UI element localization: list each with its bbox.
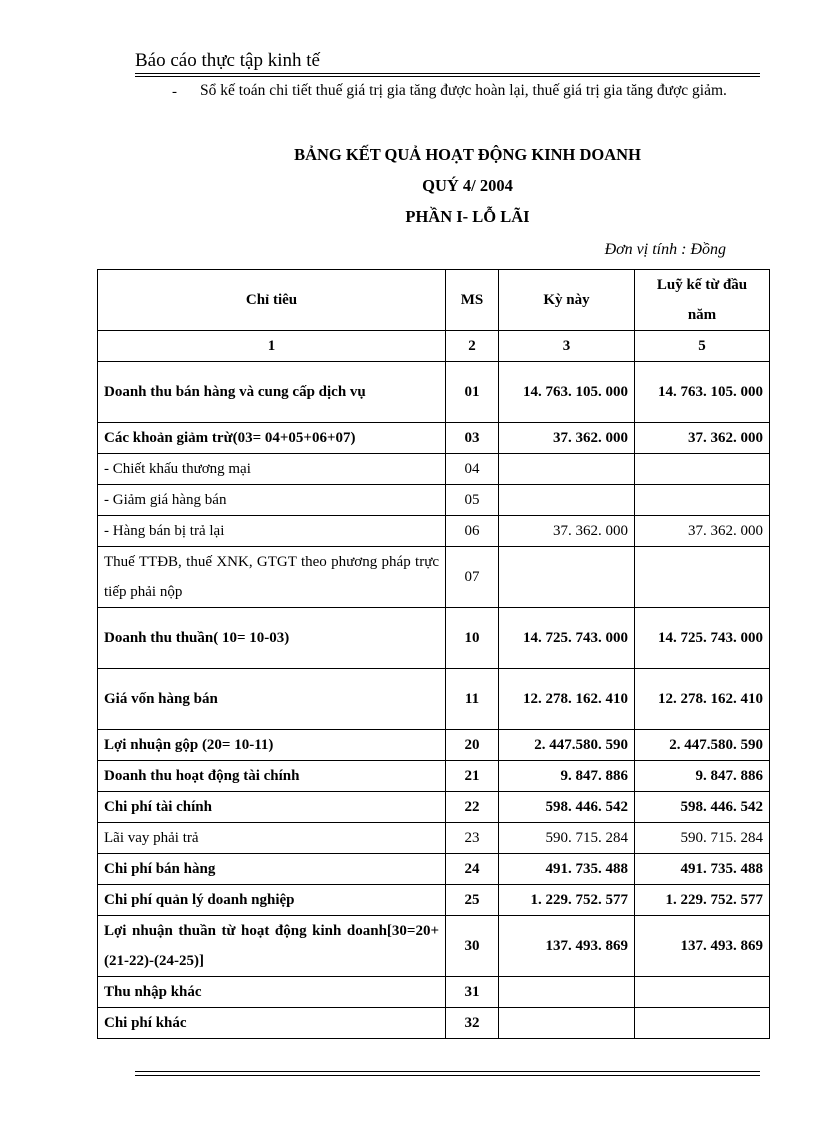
row-code: 11 <box>446 669 499 730</box>
row-current <box>499 977 635 1008</box>
row-cumulative: 12. 278. 162. 410 <box>635 669 770 730</box>
row-code: 32 <box>446 1008 499 1039</box>
row-code: 22 <box>446 792 499 823</box>
row-label: Doanh thu hoạt động tài chính <box>98 761 446 792</box>
row-current <box>499 485 635 516</box>
row-current: 37. 362. 000 <box>499 423 635 454</box>
table-row <box>98 423 770 454</box>
row-label: Thuế TTĐB, thuế XNK, GTGT theo phương pháp trực tiếp phải nộp <box>98 547 446 608</box>
row-current <box>499 547 635 608</box>
row-current: 491. 735. 488 <box>499 854 635 885</box>
report-period: QUÝ 4/ 2004 <box>422 176 513 195</box>
row-cumulative <box>635 1008 770 1039</box>
intro-paragraph: Sổ kế toán chi tiết thuế giá trị gia tăng được hoàn lại, thuế giá trị gia tăng được giảm. <box>200 82 727 99</box>
table-row <box>98 362 770 423</box>
row-label: Lợi nhuận thuần từ hoạt động kinh doanh[30=20+(21-22)-(24-25)] <box>98 916 446 977</box>
row-cumulative <box>635 977 770 1008</box>
row-cumulative: 137. 493. 869 <box>635 916 770 977</box>
header-rule-top <box>135 73 760 74</box>
row-current: 12. 278. 162. 410 <box>499 669 635 730</box>
row-cumulative: 1. 229. 752. 577 <box>635 885 770 916</box>
row-label: Chi phí quản lý doanh nghiệp <box>98 885 446 916</box>
row-label: Thu nhập khác <box>98 977 446 1008</box>
row-label: Chi phí tài chính <box>98 792 446 823</box>
row-label: Chi phí khác <box>98 1008 446 1039</box>
row-code: 07 <box>446 547 499 608</box>
row-cumulative <box>635 547 770 608</box>
table-row <box>98 547 770 608</box>
row-code: 25 <box>446 885 499 916</box>
row-label: - Chiết khấu thương mại <box>98 454 446 485</box>
row-cumulative <box>635 485 770 516</box>
row-code: 24 <box>446 854 499 885</box>
table-row <box>98 608 770 669</box>
bullet-marker: - <box>172 84 177 100</box>
row-cumulative: 14. 763. 105. 000 <box>635 362 770 423</box>
row-label: - Giảm giá hàng bán <box>98 485 446 516</box>
row-cumulative: 590. 715. 284 <box>635 823 770 854</box>
table-header-row <box>98 270 770 331</box>
col-number: 1 <box>98 331 446 362</box>
row-code: 30 <box>446 916 499 977</box>
row-current: 598. 446. 542 <box>499 792 635 823</box>
row-label: Chi phí bán hàng <box>98 854 446 885</box>
row-label: Các khoản giảm trừ(03= 04+05+06+07) <box>98 423 446 454</box>
row-cumulative: 37. 362. 000 <box>635 423 770 454</box>
col-number: 2 <box>446 331 499 362</box>
row-cumulative: 37. 362. 000 <box>635 516 770 547</box>
row-label: - Hàng bán bị trả lại <box>98 516 446 547</box>
header-cumulative: Luỹ kế từ đầu năm <box>635 270 770 331</box>
row-current: 14. 763. 105. 000 <box>499 362 635 423</box>
table-row <box>98 854 770 885</box>
row-cumulative: 598. 446. 542 <box>635 792 770 823</box>
table-row <box>98 823 770 854</box>
table-row <box>98 485 770 516</box>
row-cumulative: 9. 847. 886 <box>635 761 770 792</box>
table-row <box>98 454 770 485</box>
row-code: 05 <box>446 485 499 516</box>
row-code: 03 <box>446 423 499 454</box>
row-cumulative: 14. 725. 743. 000 <box>635 608 770 669</box>
row-cumulative: 491. 735. 488 <box>635 854 770 885</box>
row-code: 31 <box>446 977 499 1008</box>
row-label: Lãi vay phải trả <box>98 823 446 854</box>
footer-rule-bottom <box>135 1075 760 1076</box>
currency-unit: Đơn vị tính : Đồng <box>604 241 726 258</box>
footer-rule-top <box>135 1071 760 1072</box>
row-label: Lợi nhuận gộp (20= 10-11) <box>98 730 446 761</box>
row-current: 14. 725. 743. 000 <box>499 608 635 669</box>
row-label: Doanh thu thuần( 10= 10-03) <box>98 608 446 669</box>
table-row <box>98 669 770 730</box>
row-current <box>499 1008 635 1039</box>
income-statement-table <box>97 269 770 1039</box>
row-current: 590. 715. 284 <box>499 823 635 854</box>
table-row <box>98 885 770 916</box>
row-current: 137. 493. 869 <box>499 916 635 977</box>
row-code: 06 <box>446 516 499 547</box>
table-row <box>98 916 770 977</box>
table-row <box>98 730 770 761</box>
row-code: 10 <box>446 608 499 669</box>
report-title: BẢNG KẾT QUẢ HOẠT ĐỘNG KINH DOANH <box>294 145 641 164</box>
row-label: Doanh thu bán hàng và cung cấp dịch vụ <box>98 362 446 423</box>
row-label: Giá vốn hàng bán <box>98 669 446 730</box>
table-row <box>98 792 770 823</box>
row-current: 37. 362. 000 <box>499 516 635 547</box>
report-part: PHẦN I- LỖ LÃI <box>405 207 530 226</box>
row-cumulative <box>635 454 770 485</box>
header-code: MS <box>446 270 499 331</box>
page-header-title: Báo cáo thực tập kinh tế <box>135 50 320 71</box>
row-current: 1. 229. 752. 577 <box>499 885 635 916</box>
row-code: 23 <box>446 823 499 854</box>
col-number: 3 <box>499 331 635 362</box>
row-cumulative: 2. 447.580. 590 <box>635 730 770 761</box>
table-row <box>98 1008 770 1039</box>
table-row <box>98 761 770 792</box>
header-indicator: Chỉ tiêu <box>98 270 446 331</box>
table-row <box>98 516 770 547</box>
row-current: 9. 847. 886 <box>499 761 635 792</box>
table-row <box>98 977 770 1008</box>
column-number-row <box>98 331 770 362</box>
row-current: 2. 447.580. 590 <box>499 730 635 761</box>
row-code: 04 <box>446 454 499 485</box>
row-current <box>499 454 635 485</box>
row-code: 20 <box>446 730 499 761</box>
col-number: 5 <box>635 331 770 362</box>
row-code: 21 <box>446 761 499 792</box>
header-current: Kỳ này <box>499 270 635 331</box>
row-code: 01 <box>446 362 499 423</box>
